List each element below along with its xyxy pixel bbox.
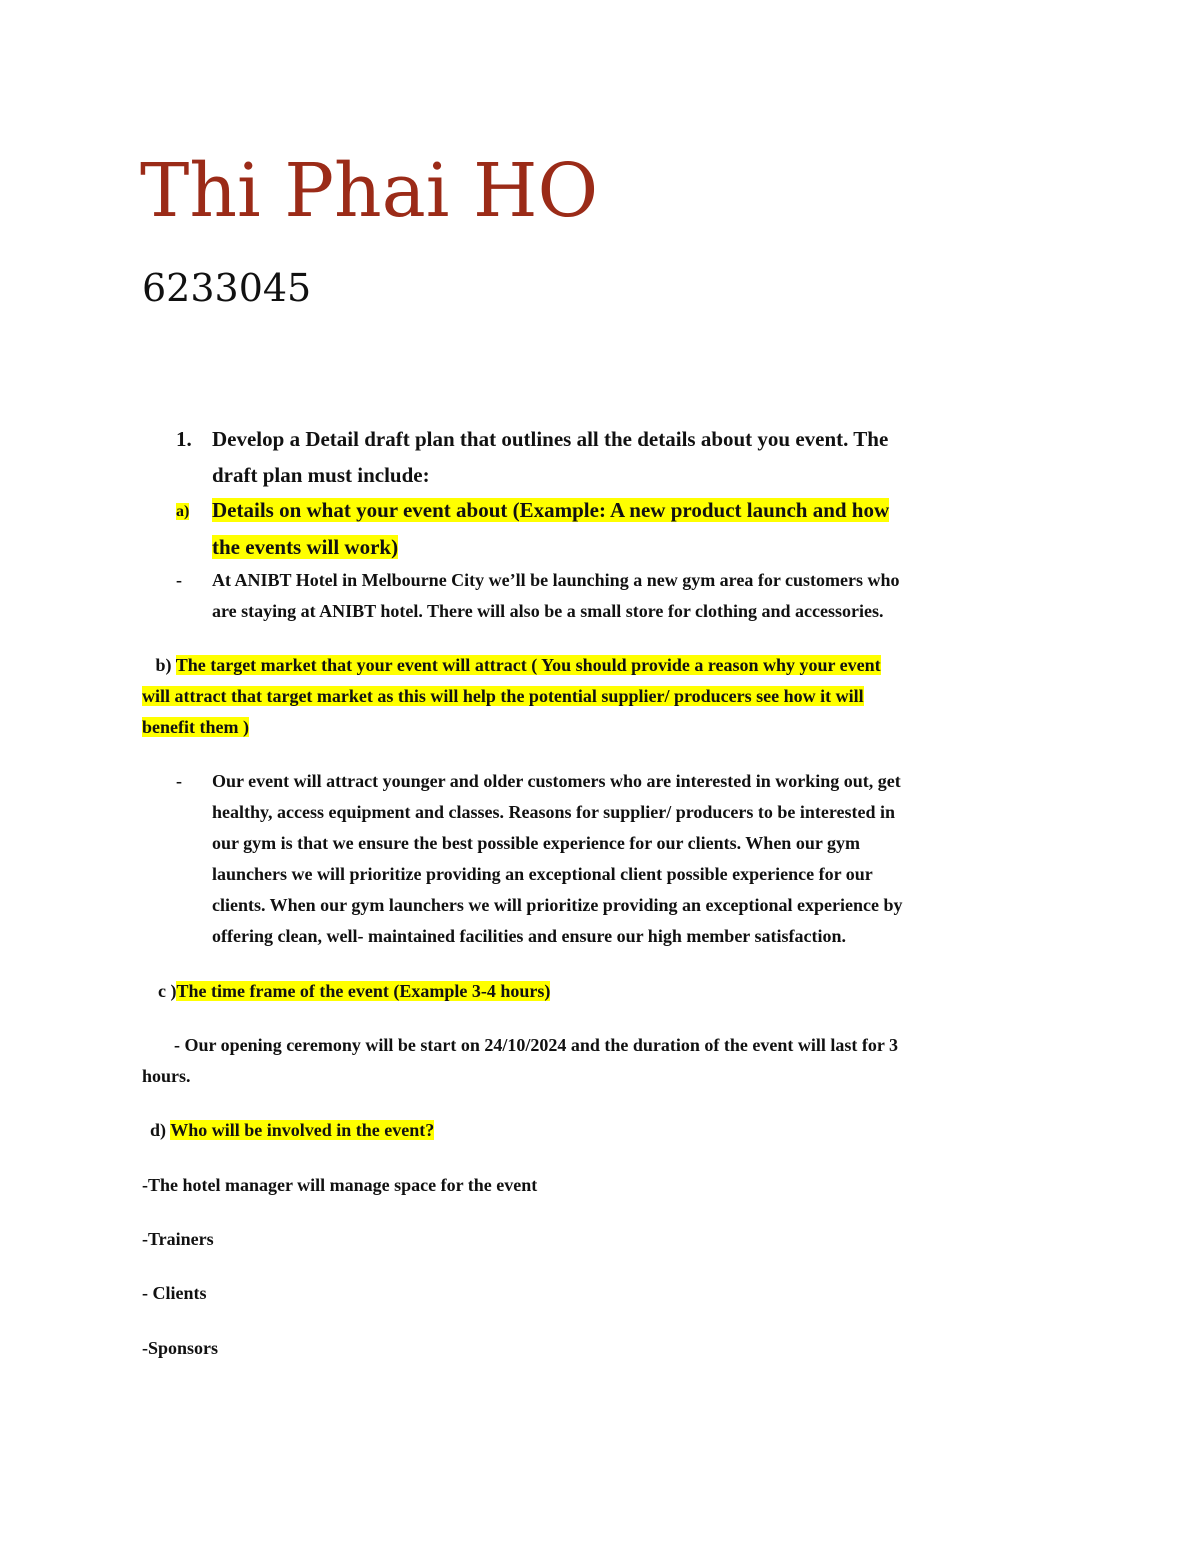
section-b-answer bbox=[212, 766, 1112, 952]
participant-item: -The hotel manager will manage space for the event bbox=[142, 1175, 538, 1195]
participant-item: -Trainers bbox=[142, 1229, 214, 1249]
section-b-prompt bbox=[142, 650, 1062, 743]
section-c-prompt: The time frame of the event (Example 3-4 hours) bbox=[176, 981, 551, 1001]
question-text bbox=[212, 421, 1092, 493]
section-c-marker: c ) bbox=[158, 981, 177, 1001]
section-a-answer bbox=[212, 565, 1112, 627]
section-d-heading bbox=[150, 1115, 434, 1146]
question-line-2: draft plan must include: bbox=[212, 463, 430, 487]
section-b-answer-line: healthy, access equipment and classes. Reasons for supplier/ producers to be interested in bbox=[212, 802, 896, 822]
section-a-bullet: - bbox=[176, 570, 182, 590]
section-b-answer-line: Our event will attract younger and older customers who are interested in working out, get bbox=[212, 771, 901, 791]
section-c-answer-line-1: - Our opening ceremony will be start on 24/10/2024 and the duration of the event will last for 3 bbox=[174, 1035, 898, 1055]
section-c-heading bbox=[158, 976, 550, 1007]
student-id: 6233045 bbox=[142, 266, 312, 310]
question-line-1: Develop a Detail draft plan that outlines all the details about you event. The bbox=[212, 427, 889, 451]
section-a-prompt-line-1: Details on what your event about (Example: A new product launch and how bbox=[212, 498, 890, 522]
section-b-answer-line: clients. When our gym launchers we will prioritize providing an exceptional experience by bbox=[212, 895, 903, 915]
section-b-answer-line: launchers we will prioritize providing an exceptional client possible experience for our bbox=[212, 864, 873, 884]
section-a-prompt-line-2: the events will work) bbox=[212, 535, 399, 559]
participant-item: - Clients bbox=[142, 1283, 207, 1303]
section-a-marker: a) bbox=[176, 503, 190, 520]
section-b-marker: b) bbox=[155, 655, 172, 675]
section-b-answer-line: our gym is that we ensure the best possible experience for our clients. When our gym bbox=[212, 833, 860, 853]
section-b-prompt-line-3: benefit them ) bbox=[142, 717, 249, 737]
question-number: 1. bbox=[176, 427, 192, 451]
author-name: Thi Phai HO bbox=[140, 148, 599, 234]
section-c-answer-line-2: hours. bbox=[142, 1066, 191, 1086]
section-b-prompt-line-1: The target market that your event will attract ( You should provide a reason why your event bbox=[175, 655, 881, 675]
section-a-answer-line-2: are staying at ANIBT hotel. There will also be a small store for clothing and accessories. bbox=[212, 601, 884, 621]
section-b-answer-line: offering clean, well- maintained facilities and ensure our high member satisfaction. bbox=[212, 926, 846, 946]
section-b-bullet: - bbox=[176, 771, 182, 791]
section-a-prompt bbox=[212, 492, 1092, 566]
section-b-prompt-line-2: will attract that target market as this will help the potential supplier/ producers see how it will bbox=[142, 686, 864, 706]
section-d-marker: d) bbox=[150, 1120, 167, 1140]
participant-item: -Sponsors bbox=[142, 1338, 219, 1358]
section-d-prompt: Who will be involved in the event? bbox=[170, 1120, 435, 1140]
section-c-answer bbox=[142, 1030, 1062, 1092]
section-a-answer-line-1: At ANIBT Hotel in Melbourne City we’ll be launching a new gym area for customers who bbox=[212, 570, 900, 590]
